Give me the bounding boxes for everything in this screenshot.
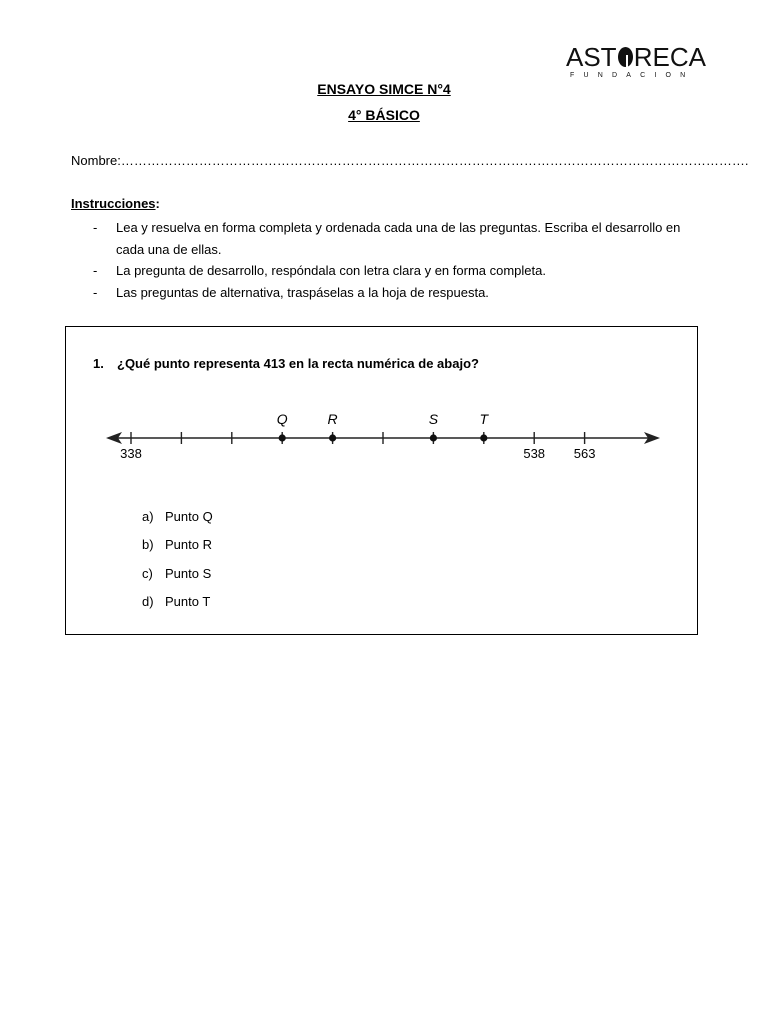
option-letter: d) (142, 593, 154, 609)
instruction-text: La pregunta de desarrollo, respóndala con letra clara y en forma completa. (116, 263, 546, 278)
option-b[interactable] (142, 537, 213, 565)
option-text: Punto S (165, 565, 212, 581)
question-text: ¿Qué punto representa 413 en la recta numérica de abajo? (117, 356, 479, 371)
tick-label: 563 (573, 446, 596, 461)
point-marker (279, 434, 286, 441)
option-c[interactable] (142, 566, 213, 594)
question-number: 1. (93, 356, 104, 371)
instructions-heading-text: Instrucciones (71, 196, 156, 211)
logo-text-right: RECA (633, 42, 706, 72)
instruction-item: - Las preguntas de alternativa, traspáselas a la hoja de respuesta. (93, 282, 703, 304)
logo-subtitle: FUNDACION (570, 72, 695, 79)
answer-options (142, 509, 213, 622)
option-text: Punto R (165, 537, 212, 553)
point-label: S (428, 411, 439, 427)
number-line (102, 405, 662, 475)
option-text: Punto T (165, 593, 211, 609)
logo-o-mark (618, 47, 633, 67)
page-title: ENSAYO SIMCE N°4 (317, 81, 451, 97)
logo-wordmark (566, 44, 706, 70)
tick-label: 338 (120, 446, 142, 461)
point-marker (329, 434, 336, 441)
option-letter: b) (142, 537, 154, 553)
point-marker (430, 434, 437, 441)
option-d[interactable] (142, 594, 213, 622)
option-a[interactable] (142, 509, 213, 537)
page-subtitle: 4° BÁSICO (348, 107, 420, 123)
instruction-text: Las preguntas de alternativa, traspáselas a la hoja de respuesta. (116, 284, 489, 300)
point-marker (480, 434, 487, 441)
instructions-list (93, 217, 703, 303)
name-field-line: Nombre:………………………………………………………………………………………………………………………………. (71, 153, 749, 168)
instruction-item: - La pregunta de desarrollo, respóndala con letra clara y en forma completa. (93, 260, 703, 282)
tick-label: 538 (523, 446, 546, 461)
instruction-item: - Lea y resuelva en forma completa y ordenada cada una de las preguntas. Escriba el desarrollo en cada una de ellas. (93, 217, 703, 260)
option-text: Punto Q (165, 509, 213, 524)
astoreca-logo (566, 44, 706, 80)
point-label: T (479, 411, 489, 427)
instructions-heading: Instrucciones: (71, 196, 160, 211)
option-letter: c) (142, 565, 153, 581)
point-label: Q (276, 411, 288, 427)
logo-text-left: AST (566, 42, 617, 72)
option-letter: a) (142, 509, 154, 524)
instruction-text: Lea y resuelva en forma completa y ordenada cada una de las preguntas. Escriba el desarrollo en cada una de ellas. (116, 220, 681, 257)
question-prompt (93, 356, 479, 371)
question-box (65, 326, 698, 635)
point-label: R (327, 411, 338, 427)
